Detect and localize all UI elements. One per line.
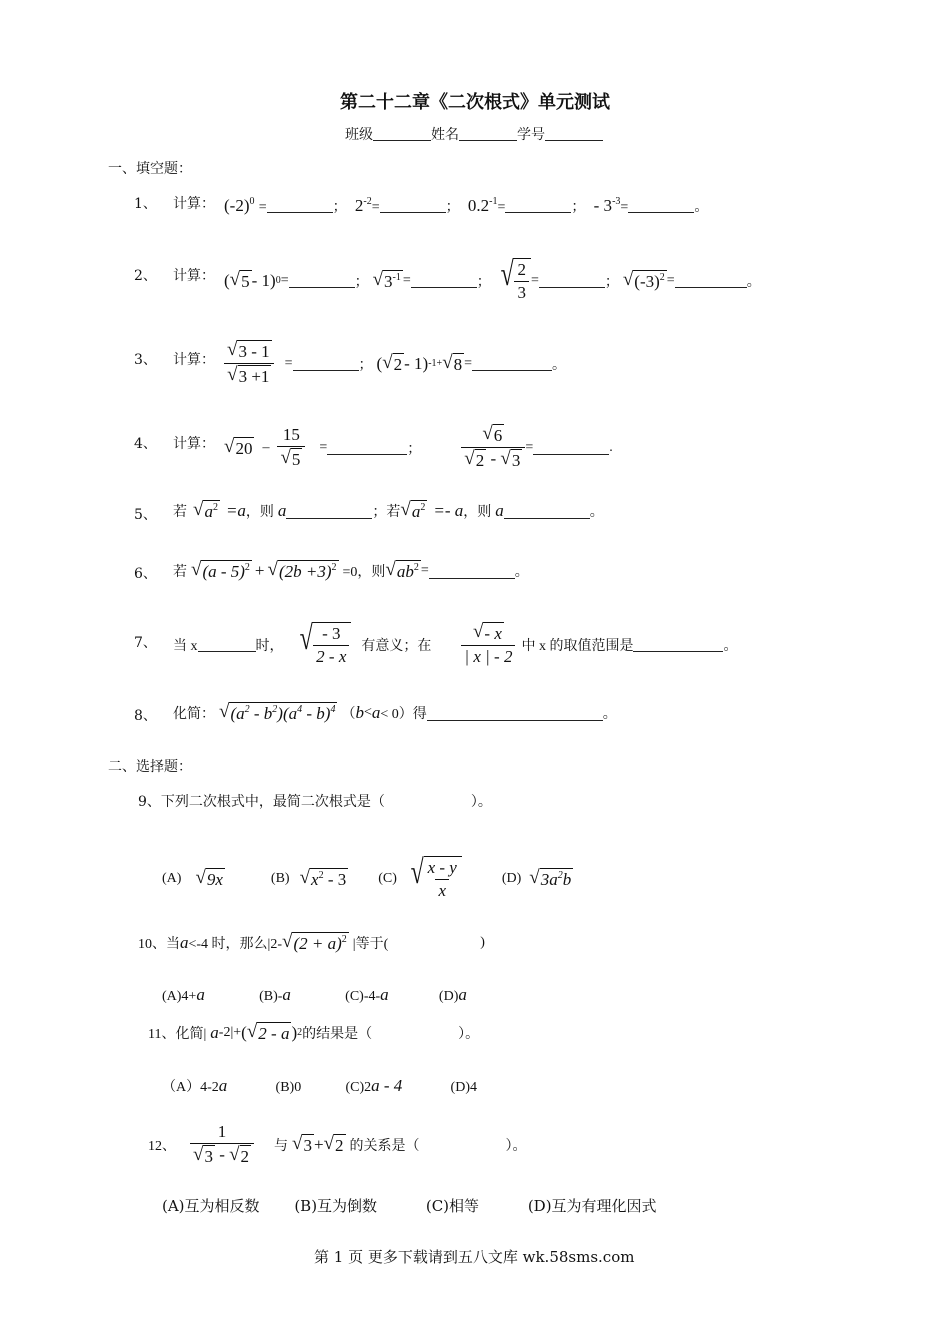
name-blank[interactable]	[459, 126, 517, 141]
q3-blank-b[interactable]	[472, 356, 552, 371]
q4-fraction-b: √ 6 √ 2 - √ 3	[461, 424, 525, 471]
page-footer: 第 1 页 更多下载请到五八文库 wk.58sms.com	[314, 1248, 635, 1266]
section-fill-heading: 一、填空题：	[108, 161, 192, 177]
q7-expressions: 当 x 时， √ $\frac{- 3}{2 - x}$ 有意义；在 √ - x | x | - 2 中 x 的取值范围是 。	[173, 620, 738, 667]
q8-expressions: 化简： √ $(a^2 - b^2)(a^4 - b)^4$ （ b < a < 0）得 。	[173, 701, 617, 723]
q4-blank-b[interactable]	[533, 440, 609, 455]
q10-option-b[interactable]: (B)-a	[259, 985, 291, 1004]
q11-option-c[interactable]: (C)2a - 4	[345, 1076, 403, 1095]
header-fields	[345, 124, 603, 144]
q7-number: 7、	[134, 635, 157, 651]
page-title: 第二十二章《二次根式》单元测试	[340, 92, 610, 113]
q2-blank-d[interactable]	[675, 273, 747, 288]
q9-options: (A) √ 9x (B) √ $x^2 - 3$ (C) √ $\frac{x - y}{x}$ (D) √ $3a^2b$	[162, 854, 572, 900]
q2-a-tail: - 1)	[251, 270, 276, 290]
name-label: 姓名	[431, 127, 459, 143]
q2-number: 2、	[134, 268, 157, 284]
q1-b-exp: -2	[363, 196, 372, 207]
q11-options	[162, 1076, 477, 1096]
class-label: 班级	[345, 127, 373, 143]
section-choice-heading: 二、选择题：	[108, 759, 192, 775]
q12-option-d[interactable]: (D)互为有理化因式	[527, 1197, 657, 1215]
q5-expressions: 若 √ $a^2$ =a ，则 a ；若 √ $a^2$ =- a ，则 a 。	[173, 499, 604, 521]
q6-blank[interactable]	[429, 564, 515, 579]
q1-b: 2	[354, 196, 364, 215]
q12-option-a[interactable]: (A)互为相反数	[162, 1197, 260, 1215]
q4-fraction-a: 15 √ 5	[277, 425, 305, 470]
q1-blank-b[interactable]	[380, 198, 446, 213]
q4-expressions: √ 20 – 15 √ 5 = ； √ 6 √ 2 - √ 3 = .	[224, 423, 613, 471]
q7-blank-a[interactable]	[198, 637, 256, 652]
q8-blank[interactable]	[427, 706, 603, 721]
q10-stem: 10、当 a <-4 时，那么|2- √ $(2 + a)^2$ |等于( )	[138, 931, 485, 953]
q1-blank-c[interactable]	[505, 198, 571, 213]
q12-options	[162, 1195, 657, 1216]
id-label: 学号	[517, 127, 545, 143]
q1-d-exp: -3	[612, 196, 621, 207]
q9-option-b[interactable]: (B)	[270, 870, 290, 886]
q2-blank-a[interactable]	[289, 273, 355, 288]
q11-option-d[interactable]: (D)4	[450, 1080, 477, 1095]
q1-lead: 计算：	[173, 196, 215, 212]
q5-blank-a[interactable]	[286, 504, 372, 519]
q5-blank-b[interactable]	[504, 504, 590, 519]
q1-expressions: $(-2)^0$ = ； $2^{-2}=$ ； $0.2^{-1}=$ ； - $3^{-3}=$ 。	[224, 196, 709, 215]
q11-stem: 11、化简| a -2|+ ( √ 2 - a ) 2 的结果是（ ）。	[148, 1021, 480, 1043]
q2-blank-c[interactable]	[539, 273, 605, 288]
q3-number: 3、	[134, 352, 157, 368]
q1-d: - 3	[593, 196, 613, 215]
q2-blank-b[interactable]	[411, 273, 477, 288]
q10-options	[162, 985, 467, 1005]
q4-blank-a[interactable]	[327, 440, 407, 455]
q7-blank-b[interactable]	[633, 637, 723, 652]
q2-lead: 计算：	[173, 268, 215, 284]
q6-expressions: 若 √ (a - 5)$^2$ + √ $(2b +3)^2$ =0，则 √ $ab^2$ = 。	[173, 559, 529, 581]
q6-number: 6、	[134, 566, 157, 582]
q1-a-exp: 0	[249, 196, 255, 207]
q2-c-radical: √ $\frac{2}{3}$	[495, 258, 531, 303]
q1-number: 1、	[134, 196, 157, 212]
q1-c-exp: -1	[489, 196, 498, 207]
q9-option-d[interactable]: (D)	[501, 870, 522, 886]
q3-c-radical: √ 8	[442, 351, 463, 374]
q2-d-radical: √ $(-3)^2$	[622, 268, 665, 291]
class-blank[interactable]	[373, 126, 431, 141]
q3-lead: 计算：	[173, 352, 215, 368]
q2-b-radical: √ $3^{-1}$	[372, 268, 401, 291]
q3-fraction: √ 3 - 1 √ 3 +1	[224, 340, 275, 387]
q2-a-radical: √ 5	[229, 268, 250, 291]
q10-option-d[interactable]: (D)a	[438, 985, 467, 1004]
q10-option-c[interactable]: (C)-4-a	[345, 985, 389, 1004]
id-blank[interactable]	[545, 126, 603, 141]
q9-stem: 9、下列二次根式中，最简二次根式是（ ）。	[138, 794, 492, 810]
q9-option-a[interactable]: (A)	[162, 870, 182, 886]
q3-expressions: √ 3 - 1 √ 3 +1 = ； ( √ 2 - 1) -1 + √ 8 = 。	[224, 340, 566, 387]
q1-a: (-2)	[224, 196, 250, 215]
q1-blank-d[interactable]	[628, 198, 694, 213]
q3-b-tail: - 1)	[404, 353, 429, 373]
q11-option-b[interactable]: (B)0	[275, 1080, 302, 1095]
q9-option-c[interactable]: (C)	[378, 870, 397, 886]
q12-option-b[interactable]: (B)互为倒数	[294, 1197, 378, 1215]
q5-number: 5、	[134, 507, 157, 523]
q11-option-a[interactable]: （A）4-2a	[162, 1076, 228, 1095]
q12-option-c[interactable]: (C)相等	[425, 1197, 480, 1215]
q2-expressions: ( √ 5 - 1) 0 = ； √ $3^{-1}$ = ； √ $\frac{2}{3}$ = ； √ $(-3)^2$ = 。	[224, 256, 761, 302]
q10-option-a[interactable]: (A)4+a	[162, 985, 205, 1004]
q4-lead: 计算：	[173, 436, 215, 452]
q4-a-radical: √ 20	[224, 435, 253, 458]
q3-blank-a[interactable]	[293, 356, 359, 371]
q12-stem: 12、 1 √ 3 - √ 2 与 √ 3 + √ 2 的关系是（ ）。	[148, 1122, 527, 1167]
q1-c: 0.2	[467, 196, 490, 215]
q8-number: 8、	[134, 708, 157, 724]
q1-blank-a[interactable]	[267, 198, 333, 213]
q4-number: 4、	[134, 436, 157, 452]
